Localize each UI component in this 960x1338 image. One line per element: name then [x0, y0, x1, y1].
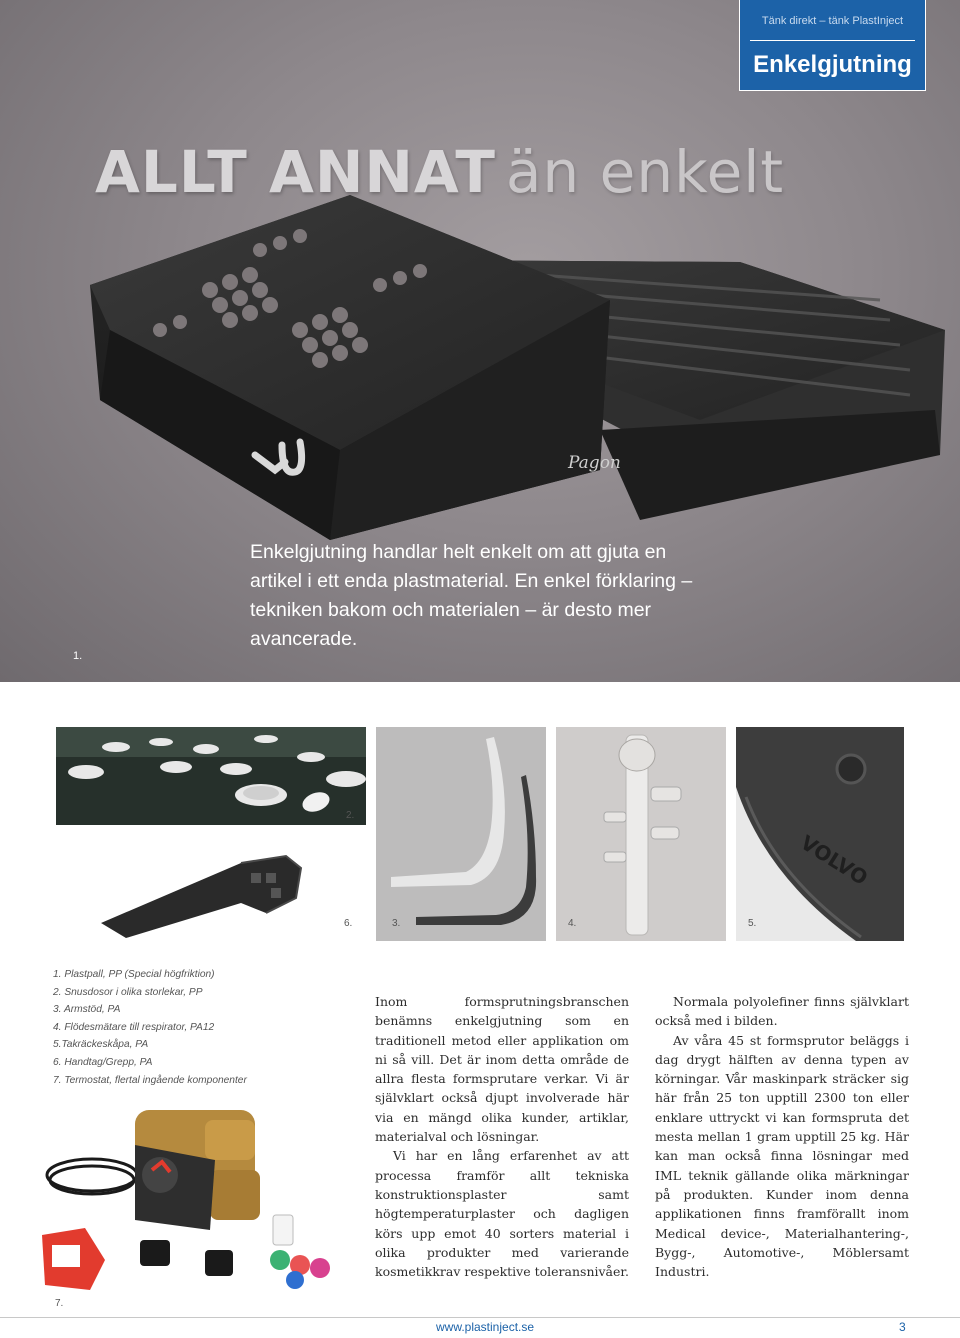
pallet-brand-text: Pagon: [568, 453, 621, 473]
body-paragraph: Normala polyolefiner finns självklart också med i bilden.: [655, 994, 909, 1029]
hero-title: [95, 138, 784, 206]
photo-flow-meter: [556, 727, 726, 941]
image-number-6: 6.: [344, 918, 353, 929]
body-paragraph: Inom formsprutningsbranschen benämns enkelgjutning som en traditionell metod eller applikation om ni så vill. Det är inom detta område de allra flesta formsprutare verkar. Vi är självklart också djupt involverade här via en mängd olika kunder, artiklar, materialval och lösningar.: [375, 994, 629, 1145]
image-number-2: 2.: [346, 810, 355, 821]
tab-tagline: Tänk direkt – tänk PlastInject: [761, 15, 904, 27]
photo-armrest: [376, 727, 546, 941]
hero-lead-text: Enkelgjutning handlar helt enkelt om att gjuta en artikel i ett enda plastmaterial. En enkel förklaring – tekniken bakom och materialen – är desto mer avancerade.: [250, 541, 693, 650]
footer-url-link[interactable]: www.plastinject.se: [436, 1320, 535, 1334]
body-column-2: [655, 992, 909, 1281]
image-number-5: 5.: [748, 918, 757, 929]
body-column-1: [375, 992, 629, 1281]
caption-item: 1. Plastpall, PP (Special högfriktion): [53, 969, 215, 980]
image-number-1: 1.: [73, 650, 83, 662]
body-paragraph: Av våra 45 st formsprutor beläggs i dag drygt hälften av denna typen av körningar. Vår maskinpark sträcker sig här från 25 ton upptill 2300 ton eller enklare uttryckt vi kan formspruta det mesta mellan 1 gram upptill 25 kg. Här kan man också finna lösningar med IML teknik gällande olika märkningar på produkten. Kunder inom denna applikationen finns framförallt inom Medical device-, Materialhantering-, Bygg-, Automotive-, Möblersamt Industri.: [655, 1032, 909, 1280]
body-paragraph: Vi har en lång erfarenhet av att processa framför allt tekniska konstruktionsplaster samt högtemperaturplaster och dagligen körs upp emot 40 sorters material i olika produkter med varierande kosmetikkrav respektive toleransnivåer.: [375, 1148, 629, 1280]
caption-item: 4. Flödesmätare till respirator, PA12: [53, 1021, 215, 1033]
page-number: 3: [899, 1320, 906, 1334]
photo-handle: [56, 828, 366, 942]
image-number-4: 4.: [568, 918, 577, 929]
roof-box-logo-text: VOLVO: [796, 830, 873, 890]
tab-title: Enkelgjutning: [753, 51, 912, 78]
caption-item: 3. Armstöd, PA: [53, 1004, 121, 1016]
hero-title-light: än enkelt: [505, 138, 785, 206]
section-tab: [739, 0, 926, 91]
image-captions: [53, 966, 283, 1089]
photo-snus-tins: [56, 727, 366, 825]
image-number-7: 7.: [55, 1298, 64, 1309]
photo-roof-box: [736, 727, 904, 941]
photo-thermostat: [30, 1100, 350, 1296]
hero-title-bold: ALLT ANNAT: [95, 138, 496, 206]
caption-item: 7. Termostat, flertal ingående komponenter: [53, 1074, 247, 1086]
caption-item: 6. Handtag/Grepp, PA: [53, 1056, 153, 1068]
footer-divider: [0, 1317, 960, 1318]
image-number-3: 3.: [392, 918, 401, 929]
caption-item: 5.Takräckeskåpa, PA: [53, 1039, 149, 1051]
caption-item: 2. Snusdosor i olika storlekar, PP: [53, 986, 203, 998]
tab-divider: [750, 40, 915, 41]
